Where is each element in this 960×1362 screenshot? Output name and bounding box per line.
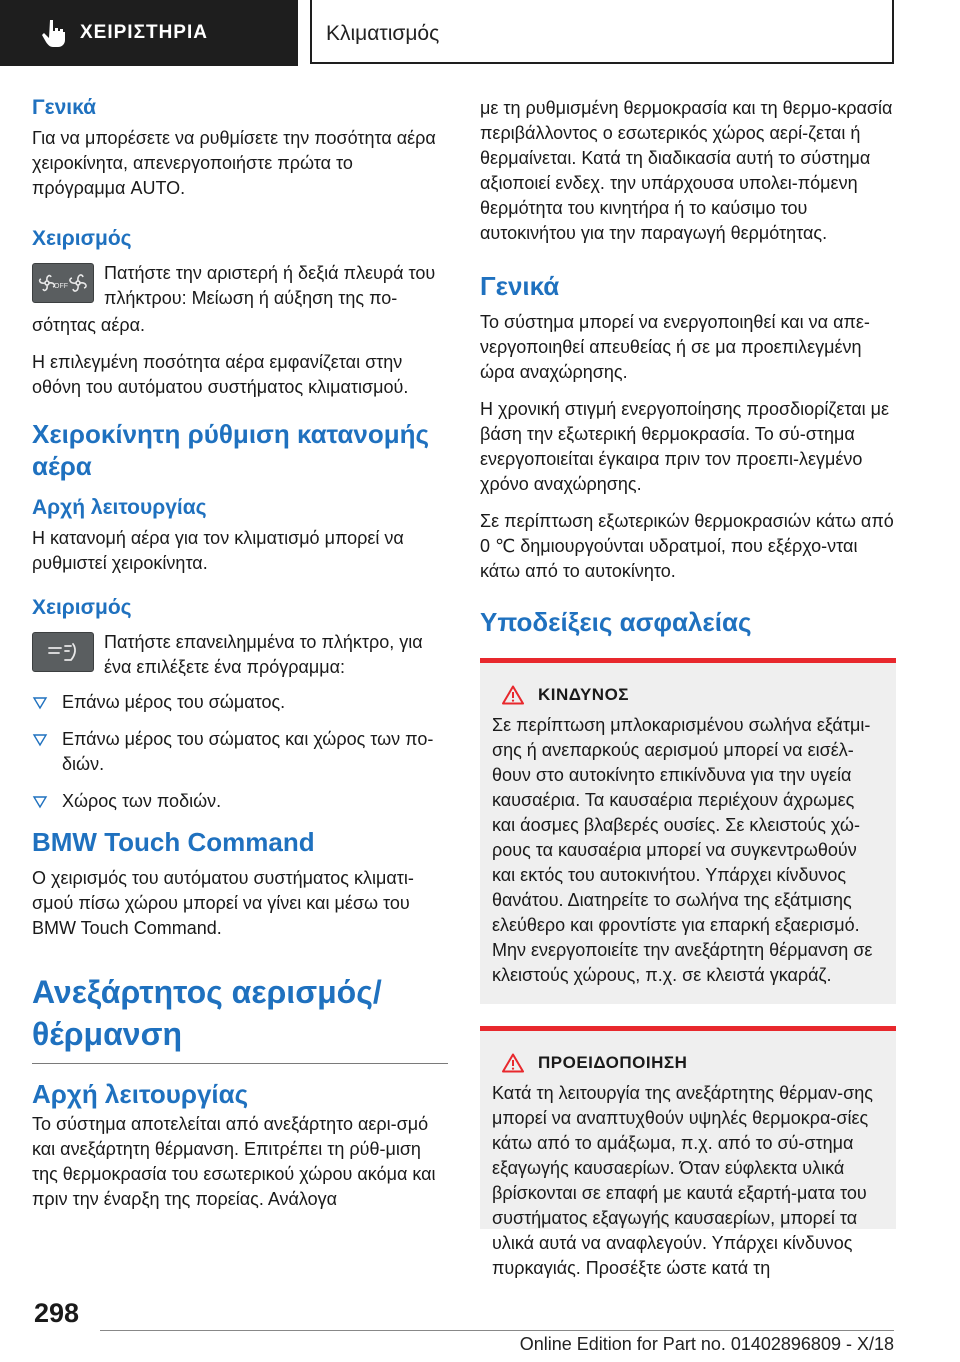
heading-manual-air-distribution: Χειροκίνητη ρύθμιση κατανομής αέρα [32,419,430,481]
paragraph: Η κατανομή αέρα για τον κλιματισμό μπορεί να ρυθμιστεί χειροκίνητα. [32,528,404,573]
air-distribution-icon [45,640,81,664]
paragraph: Η επιλεγμένη ποσότητα αέρα εμφανίζεται στην οθόνη του αυτόματου συστήματος κλιματισμού. [32,352,409,397]
page-number: 298 [34,1298,80,1328]
heading-bmw-touch-command: BMW Touch Command [32,827,315,857]
section-tab[interactable] [0,0,298,66]
list-item [32,727,448,777]
button-instruction-text: Πατήστε την αριστερή ή δεξιά πλευρά του πλήκτρου: Μείωση ή αύξηση της πο- [104,263,436,308]
list-item-text: Επάνω μέρος του σώματος. [62,692,286,712]
list-item-text: Χώρος των ποδιών. [62,791,222,811]
heading-general: Γενικά [32,96,97,119]
warning-header [492,1053,882,1073]
warning-triangle-icon [502,685,524,705]
danger-title: ΚΙΝΔΥΝΟΣ [538,685,629,704]
paragraph: Ο χειρισμός του αυτόματου συστήματος κλιματι-σμού πίσω χώρου μπορεί να γίνει και μέσω του BMW Touch Command. [32,868,414,938]
hand-pointer-icon [42,18,68,48]
list-item-text: Επάνω μέρος του σώματος και χώρος των πο-διών. [62,729,434,774]
warning-text: Κατά τη λειτουργία της ανεξάρτητης θέρμαν-σης μπορεί να αναπτυχθούν υψηλές θερμοκρα-σίες κάτω από το αμάξωμα, π.χ. από το σύ-στημα εξαγωγής καυσαερίων. Όταν εύφλεκτα υλικά βρίσκονται σε επαφή με καυτά εξαρτή-ματα του συστήματος εξαγωγής καυσαερίων, μπορεί τα υλικά αυτά να αναφλεγούν. Υπάρχει κίνδυνος πυρκαγιάς. Προσέξτε ώστε κατά τη [492,1083,873,1278]
button-instruction [32,630,448,680]
chapter-title: Κλιματισμός [326,22,440,45]
button-instruction-text: Πατήστε επανειλημμένα το πλήκτρο, για ένα επιλέξετε ένα πρόγραμμα: [104,632,423,677]
triangle-bullet-icon [32,696,48,710]
danger-box [480,658,896,1004]
paragraph: Το σύστημα αποτελείται από ανεξάρτητο αερι-σμό και ανεξάρτητη θέρμανση. Επιτρέπει τη ρύθ-μιση της θερμοκρασία του εσωτερικού χώρου ακόμα και πριν την έναρξη της πορείας. Ανάλογα [32,1114,436,1209]
edition-text: Online Edition for Part no. 01402896809 - X/18 [519,1334,894,1354]
heading-auxiliary-ventilation-heating: Ανεξάρτητος αερισμός/ θέρμανση [32,974,382,1052]
chapter-box [310,0,894,64]
triangle-bullet-icon [32,733,48,747]
program-list [32,690,448,814]
paragraph: σότητας αέρα. [32,315,146,335]
heading-general: Γενικά [480,271,560,301]
button-instruction [32,261,448,311]
heading-principle: Αρχή λειτουργίας [32,496,207,519]
warning-box [480,1026,896,1278]
danger-text: Σε περίπτωση μπλοκαρισμένου σωλήνα εξάτμι-σης ή ανεπαρκούς αερισμού μπορεί να εισέλ-θουν στο αυτοκίνητο επικίνδυνα για την υγεία καυσαέρια. Τα καυσαέρια περιέχουν άχρωμες και άοσμες βλαβερές ουσίες. Σε κλειστούς χώ-ρους τα καυσαέρια μπορεί να συγκεντρωθούν και εκτός του αυτοκινήτου. Υπάρχει κίνδυνος θανάτου. Διατηρείτε το σωλήνα της εξάτμισης ελεύθερο και φροντίστε για επαρκή εξαερισμό. Μην ενεργοποιείτε την ανεξάρτητη θέρμανση σε κλειστούς χώρους, π.χ. σε κλειστά γκαράζ. [492,715,873,985]
air-distribution-button-image [32,632,94,672]
heading-principle: Αρχή λειτουργίας [32,1079,249,1109]
left-column [32,96,448,1224]
list-item [32,690,448,715]
paragraph: Σε περίπτωση εξωτερικών θερμοκρασιών κάτω από 0 ℃ δημιουργούνται υδρατμοί, που εξέρχο-νται κάτω από το αυτοκίνητο. [480,511,894,581]
fan-icon [37,271,89,295]
paragraph: Η χρονική στιγμή ενεργοποίησης προσδιορίζεται με βάση την εξωτερική θερμοκρασία. Το σύ-στημα ενεργοποιείται έγκαιρα πριν τον προεπι-λεγμένο χρόνο αναχώρησης. [480,399,889,494]
warning-triangle-icon [502,1053,524,1073]
section-title: ΧΕΙΡΙΣΤΗΡΙΑ [80,22,208,43]
divider [32,1063,448,1064]
paragraph: με τη ρυθμισμένη θερμοκρασία και τη θερμο-κρασία περιβάλλοντος ο εσωτερικός χώρος αερί-ζεται ή θερμαίνεται. Κατά τη διαδικασία αυτή το σύστημα αξιοποιεί ενδεχ. την υπάρχουσα υπολει-πόμενη θερμότητα του κινητήρα ή το καύσιμο του αυτοκινήτου για την παραγωγή θερμότητας. [480,98,893,243]
right-column [480,96,896,1278]
list-item [32,789,448,814]
heading-operation: Χειρισμός [32,596,132,619]
heading-operation: Χειρισμός [32,227,132,250]
footer-divider [100,1330,894,1331]
warning-title: ΠΡΟΕΙΔΟΠΟΙΗΣΗ [538,1053,688,1072]
triangle-bullet-icon [32,795,48,809]
danger-header [492,685,882,705]
paragraph: Το σύστημα μπορεί να ενεργοποιηθεί και να απε-νεργοποιηθεί απευθείας ή σε μα προεπιλεγμένη ώρα αναχώρησης. [480,312,870,382]
paragraph: Για να μπορέσετε να ρυθμίσετε την ποσότητα αέρα χειροκίνητα, απενεργοποιήστε πρώτα το πρόγραμμα AUTO. [32,128,436,198]
svg-text:OFF: OFF [54,283,68,290]
heading-safety-notes: Υποδείξεις ασφαλείας [480,607,752,637]
fan-button-image [32,263,94,303]
